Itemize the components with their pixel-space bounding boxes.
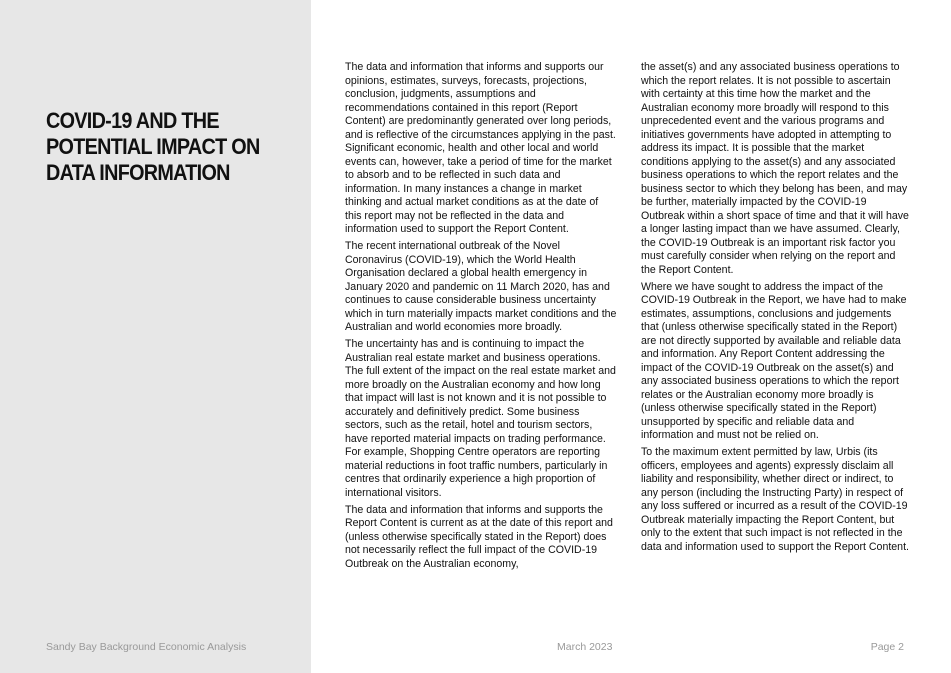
paragraph: The data and information that informs and supports the Report Content is current as at the date of this report and (unless otherwise specifically stated in the Report) does not necessarily reflect the full impact of the COVID-19 Outbreak on the Australian economy, xyxy=(345,503,613,570)
paragraph: Where we have sought to address the impact of the COVID-19 Outbreak in the Report, we have had to make estimates, assumptions, conclusions and judgements that (unless otherwise specifically stated in the Report) are not directly supported by available and reliable data and information. Any Report Content addressing the impact of the COVID-19 Outbreak on the asset(s) and any associated business operations to which the report relates or the Australian economy more broadly is (unless otherwise specifically stated in the Report) unsupported by specific and reliable data and information and must not be relied on. xyxy=(641,280,907,441)
paragraph: the asset(s) and any associated business operations to which the report relates. It is not possible to ascertain with certainty at this time how the market and the Australian economy more broadly will respond to this unprecedented event and the various programs and initiatives governments have adopted in attempting to address its impact. It is possible that the market conditions applying to the asset(s) and any associated business operations to which the report relates and the business sector to which they belong has been, and may be further, materially impacted by the COVID-19 Outbreak within a short space of time and that it will have a longer lasting impact than we have assumed. Clearly, the COVID-19 Outbreak is an important risk factor you must carefully consider when relying on the report and the Report Content. xyxy=(641,61,909,276)
text-column-left xyxy=(345,61,617,575)
paragraph: The data and information that informs and supports our opinions, estimates, surveys, forecasts, projections, conclusion, judgments, assumptions and recommendations contained in this report (Report Content) are predominantly generated over long periods, and is reflective of the circumstances applying in the past. Significant economic, health and other local and world events can, however, take a period of time for the market to absorb and to be reflected in such data and information. In many instances a change in market thinking and actual market conditions as at the date of this report may not be reflected in the data and information used to support the Report Content. xyxy=(345,61,616,235)
paragraph: To the maximum extent permitted by law, Urbis (its officers, employees and agents) expressly disclaim all liability and responsibility, whether direct or indirect, to any person (including the Instructing Party) in respect of any loss suffered or incurred as a result of the COVID-19 Outbreak materially impacting the Report Content, but only to the extent that such impact is not reflected in the data and information used to support the Report Content. xyxy=(641,446,909,553)
text-column-right xyxy=(641,61,909,558)
page-title: COVID-19 AND THE POTENTIAL IMPACT ON DATA INFORMATION xyxy=(46,108,260,185)
footer-page-number: Page 2 xyxy=(870,641,904,653)
sidebar-panel xyxy=(0,0,311,673)
paragraph: The recent international outbreak of the Novel Coronavirus (COVID-19), which the World Health Organisation declared a global health emergency in January 2020 and pandemic on 11 March 2020, has and continues to cause considerable business uncertainty which in turn materially impacts market conditions and the Australian and world economies more broadly. xyxy=(345,240,617,333)
footer-document-title: Sandy Bay Background Economic Analysis xyxy=(46,641,247,653)
footer-date: March 2023 xyxy=(557,641,613,653)
paragraph: The uncertainty has and is continuing to impact the Australian real estate market and business operations. The full extent of the impact on the real estate market and more broadly on the Australian economy and how long that impact will last is not known and it is not possible to accurately and definitively predict. Some business sectors, such as the retail, hotel and tourism sectors, have reported material impacts on trading performance. For example, Shopping Centre operators are reporting material reductions in foot traffic numbers, particularly in centres that ordinarily experience a high proportion of international visitors. xyxy=(345,338,616,499)
